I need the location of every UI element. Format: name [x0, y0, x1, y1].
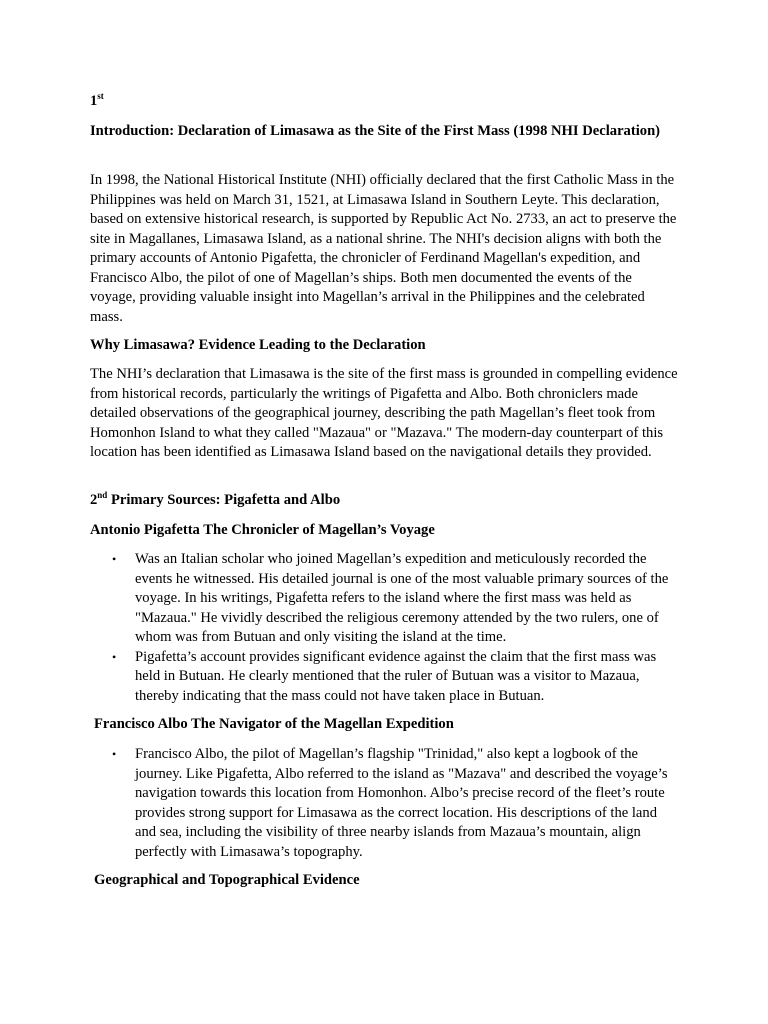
why-limasawa-heading: Why Limasawa? Evidence Leading to the Declaration	[90, 337, 426, 353]
albo-heading: Francisco Albo The Navigator of the Magellan Expedition	[94, 716, 454, 732]
list-item	[90, 550, 680, 648]
geographical-evidence-heading: Geographical and Topographical Evidence	[94, 872, 360, 888]
list-item-text: Francisco Albo, the pilot of Magellan’s flagship "Trinidad," also kept a logbook of the journey. Like Pigafetta, Albo referred to the island as "Mazava" and described the voyage’s navigation towards this location from Homonhon. Albo’s precise record of the fleet’s route provides strong support for Limasawa as the correct location. His descriptions of the land and sea, including the visibility of three nearby islands from Mazaua’s mountain, align perfectly with Limasawa’s topography.	[135, 746, 668, 860]
list-item	[90, 648, 680, 707]
list-item	[90, 745, 680, 862]
section-number: 2	[90, 492, 98, 508]
intro-heading: Introduction: Declaration of Limasawa as the Site of the First Mass (1998 NHI Declaration)	[90, 123, 661, 139]
page-marker-number: 1	[90, 93, 98, 109]
why-limasawa-paragraph: The NHI’s declaration that Limasawa is the site of the first mass is grounded in compelling evidence from historical records, particularly the writings of Pigafetta and Albo. Both chroniclers made detailed observations of the geographical journey, describing the path Magellan’s fleet took from Homonhon Island to what they called "Mazaua" or "Mazava." The modern-day counterpart of this location has been identified as Limasawa Island based on the navigational details they provided.	[90, 366, 678, 460]
page-marker-suffix: st	[97, 91, 104, 102]
list-item-text: Pigafetta’s account provides significant evidence against the claim that the first mass was held in Butuan. He clearly mentioned that the ruler of Butuan was a visitor to Mazaua, thereby indicating that the mass could not have taken place in Butuan.	[135, 648, 657, 704]
page-marker-1st	[90, 92, 680, 112]
bullet-icon: •	[112, 552, 117, 566]
intro-paragraph: In 1998, the National Historical Institute (NHI) officially declared that the first Catholic Mass in the Philippines was held on March 31, 1521, at Limasawa Island in Southern Leyte. This declaration, based on extensive historical research, is supported by Republic Act No. 2733, an act to preserve the site in Magallanes, Limasawa Island, as a national shrine. The NHI's decision aligns with both the primary accounts of Antonio Pigafetta, the chronicler of Ferdinand Magellan's expedition, and Francisco Albo, the pilot of one of Magellan’s ships. Both men documented the events of the voyage, providing valuable insight into Magellan’s arrival in the Philippines and the celebrated mass.	[90, 172, 677, 325]
albo-bullet-list	[90, 745, 680, 862]
bullet-icon: •	[112, 747, 117, 761]
primary-sources-title: Primary Sources: Pigafetta and Albo	[107, 492, 341, 508]
pigafetta-bullet-list	[90, 550, 680, 706]
section-number-suffix: nd	[97, 490, 108, 501]
list-item-text: Was an Italian scholar who joined Magellan’s expedition and meticulously recorded the events he witnessed. His detailed journal is one of the most valuable primary sources of the voyage. In his writings, Pigafetta refers to the island where the first mass was held as "Mazaua." He vividly described the religious ceremony attended by the two rulers, one of whom was from Butuan and only visiting the island at the time.	[135, 551, 669, 645]
primary-sources-heading	[90, 491, 680, 511]
bullet-icon: •	[112, 649, 117, 664]
pigafetta-heading: Antonio Pigafetta The Chronicler of Magellan’s Voyage	[90, 522, 435, 538]
